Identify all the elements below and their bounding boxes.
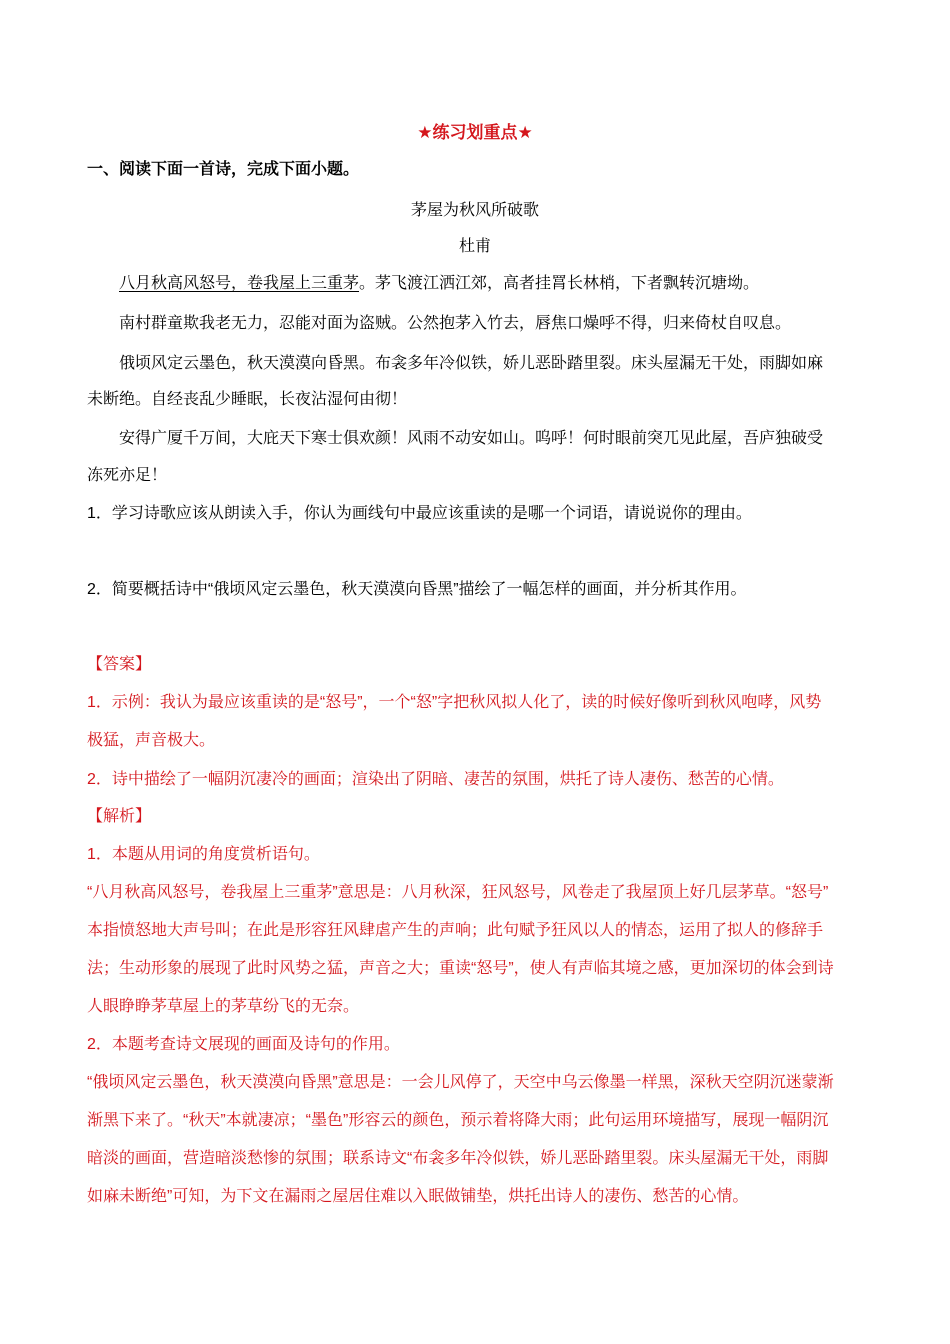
analysis-2-line-1: “俄顷风定云墨色，秋天漠漠向昏黑”意思是：一会儿风停了，天空中乌云像墨一样黑，深秋天空阴沉迷蒙渐 — [87, 1074, 834, 1091]
section-heading: 一、阅读下面一首诗，完成下面小题。 — [87, 161, 360, 178]
analysis-1-title: 1．本题从用词的角度赏析语句。 — [87, 846, 320, 863]
poem-paragraph-1-rest: 。茅飞渡江洒江郊，高者挂罥长林梢，下者飘转沉塘坳。 — [359, 273, 760, 292]
analysis-1-line-4: 人眼睁睁茅草屋上的茅草纷飞的无奈。 — [87, 998, 360, 1015]
analysis-2-title: 2．本题考查诗文展现的画面及诗句的作用。 — [87, 1036, 400, 1053]
analysis-1-line-3: 法；生动形象的展现了此时风势之猛，声音之大；重读“怒号”，使人有声临其境之感，更加深切的体会到诗 — [87, 960, 834, 977]
analysis-1-line-1: “八月秋高风怒号，卷我屋上三重茅”意思是：八月秋深，狂风怒号，风卷走了我屋顶上好几层茅草。“怒号” — [87, 884, 829, 901]
poem-title: 茅屋为秋风所破歌 — [410, 200, 539, 219]
page-title: ★练习划重点★ — [417, 123, 533, 142]
question-2: 2．简要概括诗中“俄顷风定云墨色，秋天漠漠向昏黑”描绘了一幅怎样的画面，并分析其作用。 — [87, 581, 747, 598]
underlined-line: 八月秋高风怒号，卷我屋上三重茅 — [119, 273, 360, 292]
analysis-2-line-4: 如麻未断绝”可知，为下文在漏雨之屋居住难以入眠做铺垫，烘托出诗人的凄伤、愁苦的心情。 — [87, 1188, 749, 1205]
answer-1-line-1: 1．示例：我认为最应该重读的是“怒号”，一个“怒”字把秋风拟人化了，读的时候好像听到秋风咆哮，风势 — [87, 694, 822, 711]
answer-2: 2．诗中描绘了一幅阴沉凄冷的画面；渲染出了阴暗、凄苦的氛围，烘托了诗人凄伤、愁苦的心情。 — [87, 771, 784, 788]
poem-paragraph-3-line-2: 未断绝。自经丧乱少睡眠，长夜沾湿何由彻！ — [87, 389, 408, 408]
answer-1-line-2: 极猛，声音极大。 — [87, 732, 216, 749]
poem-paragraph-3-line-1: 俄顷风定云墨色，秋天漠漠向昏黑。布衾多年冷似铁，娇儿恶卧踏里裂。床头屋漏无干处，雨脚如麻 — [119, 353, 824, 372]
answer-label: 【答案】 — [87, 656, 152, 673]
analysis-2-line-2: 渐黑下来了。“秋天”本就凄凉；“墨色”形容云的颜色，预示着将降大雨；此句运用环境描写，展现一幅阴沉 — [87, 1112, 829, 1129]
poem-paragraph-2: 南村群童欺我老无力，忍能对面为盗贼。公然抱茅入竹去，唇焦口燥呼不得，归来倚杖自叹息。 — [119, 313, 792, 332]
analysis-label: 【解析】 — [87, 808, 152, 825]
question-1: 1．学习诗歌应该从朗读入手，你认为画线句中最应该重读的是哪一个词语，请说说你的理由。 — [87, 505, 752, 522]
poem-paragraph-4-line-2: 冻死亦足！ — [87, 465, 168, 484]
analysis-1-line-2: 本指愤怒地大声号叫；在此是形容狂风肆虐产生的声响；此句赋予狂风以人的情态，运用了拟人的修辞手 — [87, 922, 824, 939]
poem-author: 杜甫 — [458, 236, 491, 255]
poem-paragraph-1 — [119, 273, 867, 293]
analysis-2-line-3: 暗淡的画面，营造暗淡愁惨的氛围；联系诗文“布衾多年冷似铁，娇儿恶卧踏里裂。床头屋漏无干处，雨脚 — [87, 1150, 829, 1167]
poem-paragraph-4-line-1: 安得广厦千万间，大庇天下寒士俱欢颜！风雨不动安如山。呜呼！何时眼前突兀见此屋，吾庐独破受 — [119, 428, 824, 447]
